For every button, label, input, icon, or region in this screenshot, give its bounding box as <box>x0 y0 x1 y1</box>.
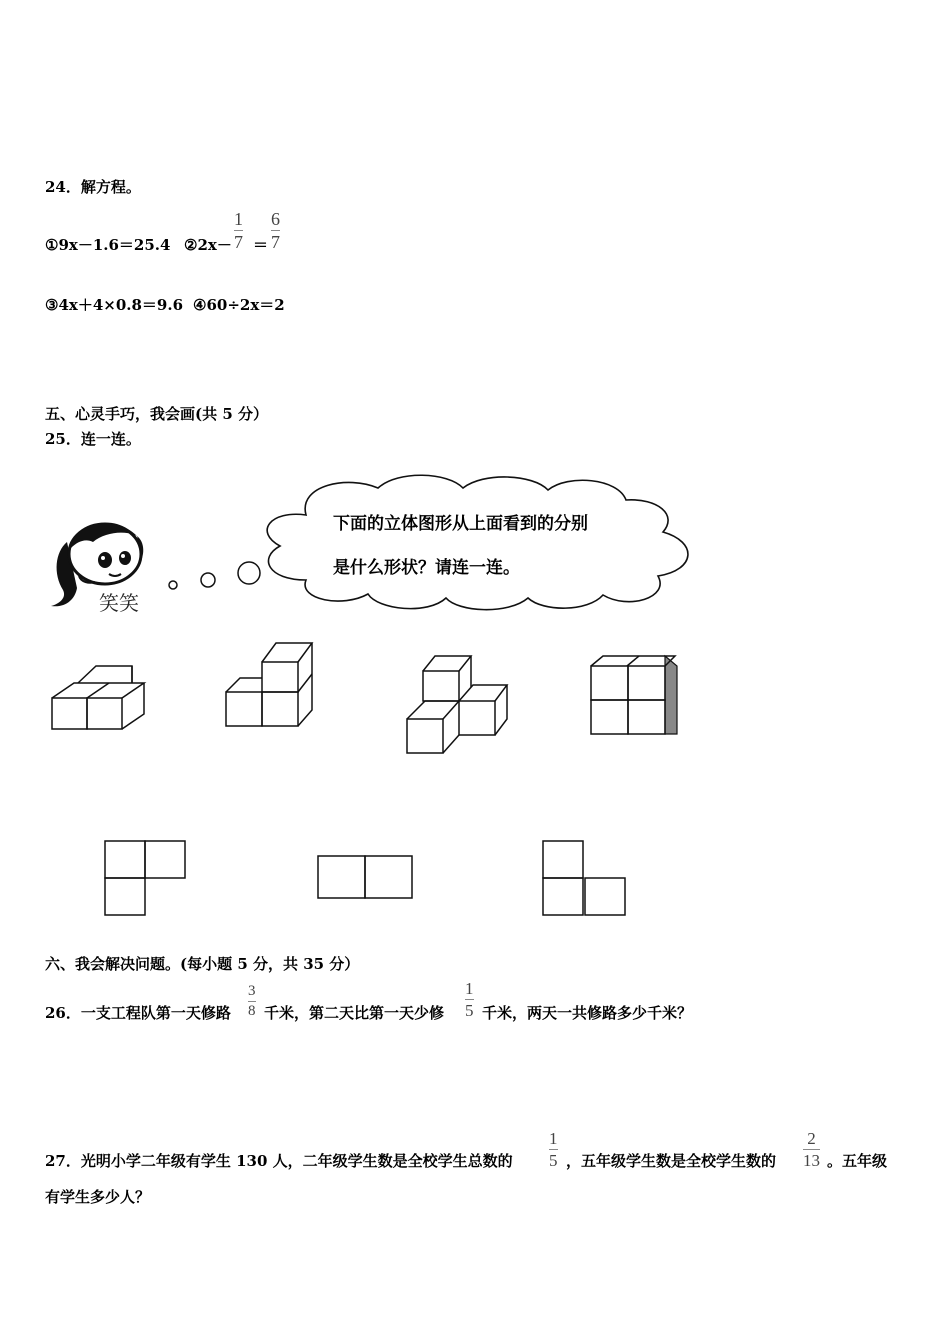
thought-bubbles <box>160 555 270 595</box>
q26-fraction-2 <box>465 980 474 1019</box>
fraction-denominator: 7 <box>271 232 280 252</box>
equation-3: ③4x＋4×0.8＝9.6 <box>45 296 184 314</box>
q27-text-3: 。五年级 <box>827 1152 888 1170</box>
equation-2-fraction-2 <box>271 210 280 251</box>
girl-illustration <box>45 512 155 617</box>
q26-text-1: 26．一支工程队第一天修路 <box>45 1004 231 1022</box>
solid-figure-4 <box>589 654 679 739</box>
top-view-1 <box>104 840 189 918</box>
section-6-heading: 六、我会解决问题。(每小题 5 分，共 35 分） <box>45 955 360 973</box>
q26-text-2: 千米，第二天比第一天少修 <box>264 1004 445 1022</box>
fraction-numerator: 6 <box>271 209 280 229</box>
equation-2-prefix: ②2x－ <box>184 236 232 254</box>
fraction-numerator: 2 <box>807 1129 816 1148</box>
q25-title: 25．连一连。 <box>45 430 141 448</box>
q27-text-line-2: 有学生多少人？ <box>45 1188 151 1206</box>
fraction-denominator: 8 <box>248 1003 256 1019</box>
equation-1: ①9x－1.6＝25.4 <box>45 236 171 254</box>
fraction-numerator: 1 <box>234 209 243 229</box>
fraction-numerator: 3 <box>248 983 256 999</box>
section-5-heading: 五、心灵手巧，我会画(共 5 分） <box>45 405 268 423</box>
equation-4: ④60÷2x＝2 <box>193 296 285 314</box>
equation-2-fraction-1 <box>234 210 243 251</box>
q27-text-2: ，五年级学生数是全校学生数的 <box>566 1152 777 1170</box>
q27-text-1: 27．光明小学二年级有学生 130 人，二年级学生数是全校学生总数的 <box>45 1152 513 1170</box>
speech-cloud <box>258 470 698 620</box>
fraction-denominator: 13 <box>803 1151 820 1170</box>
equation-2-equals: ＝ <box>253 236 269 254</box>
top-view-2 <box>317 855 415 900</box>
fraction-numerator: 1 <box>465 979 474 998</box>
speech-line-2: 是什么形状？请连一连。 <box>333 558 520 578</box>
fraction-denominator: 7 <box>234 232 243 252</box>
q24-title: 24．解方程。 <box>45 178 141 196</box>
solid-figure-1 <box>52 664 152 734</box>
solid-figure-2 <box>226 640 321 730</box>
speech-line-1: 下面的立体图形从上面看到的分别 <box>333 514 588 534</box>
solid-figure-3 <box>405 655 515 760</box>
q27-fraction-2 <box>803 1130 820 1169</box>
top-view-3 <box>542 840 628 918</box>
fraction-denominator: 5 <box>549 1151 558 1170</box>
q26-fraction-1 <box>248 984 256 1019</box>
q26-text-3: 千米，两天一共修路多少千米？ <box>482 1004 693 1022</box>
fraction-denominator: 5 <box>465 1001 474 1020</box>
character-label: 笑笑 <box>99 591 139 615</box>
fraction-numerator: 1 <box>549 1129 558 1148</box>
q27-fraction-1 <box>549 1130 558 1169</box>
